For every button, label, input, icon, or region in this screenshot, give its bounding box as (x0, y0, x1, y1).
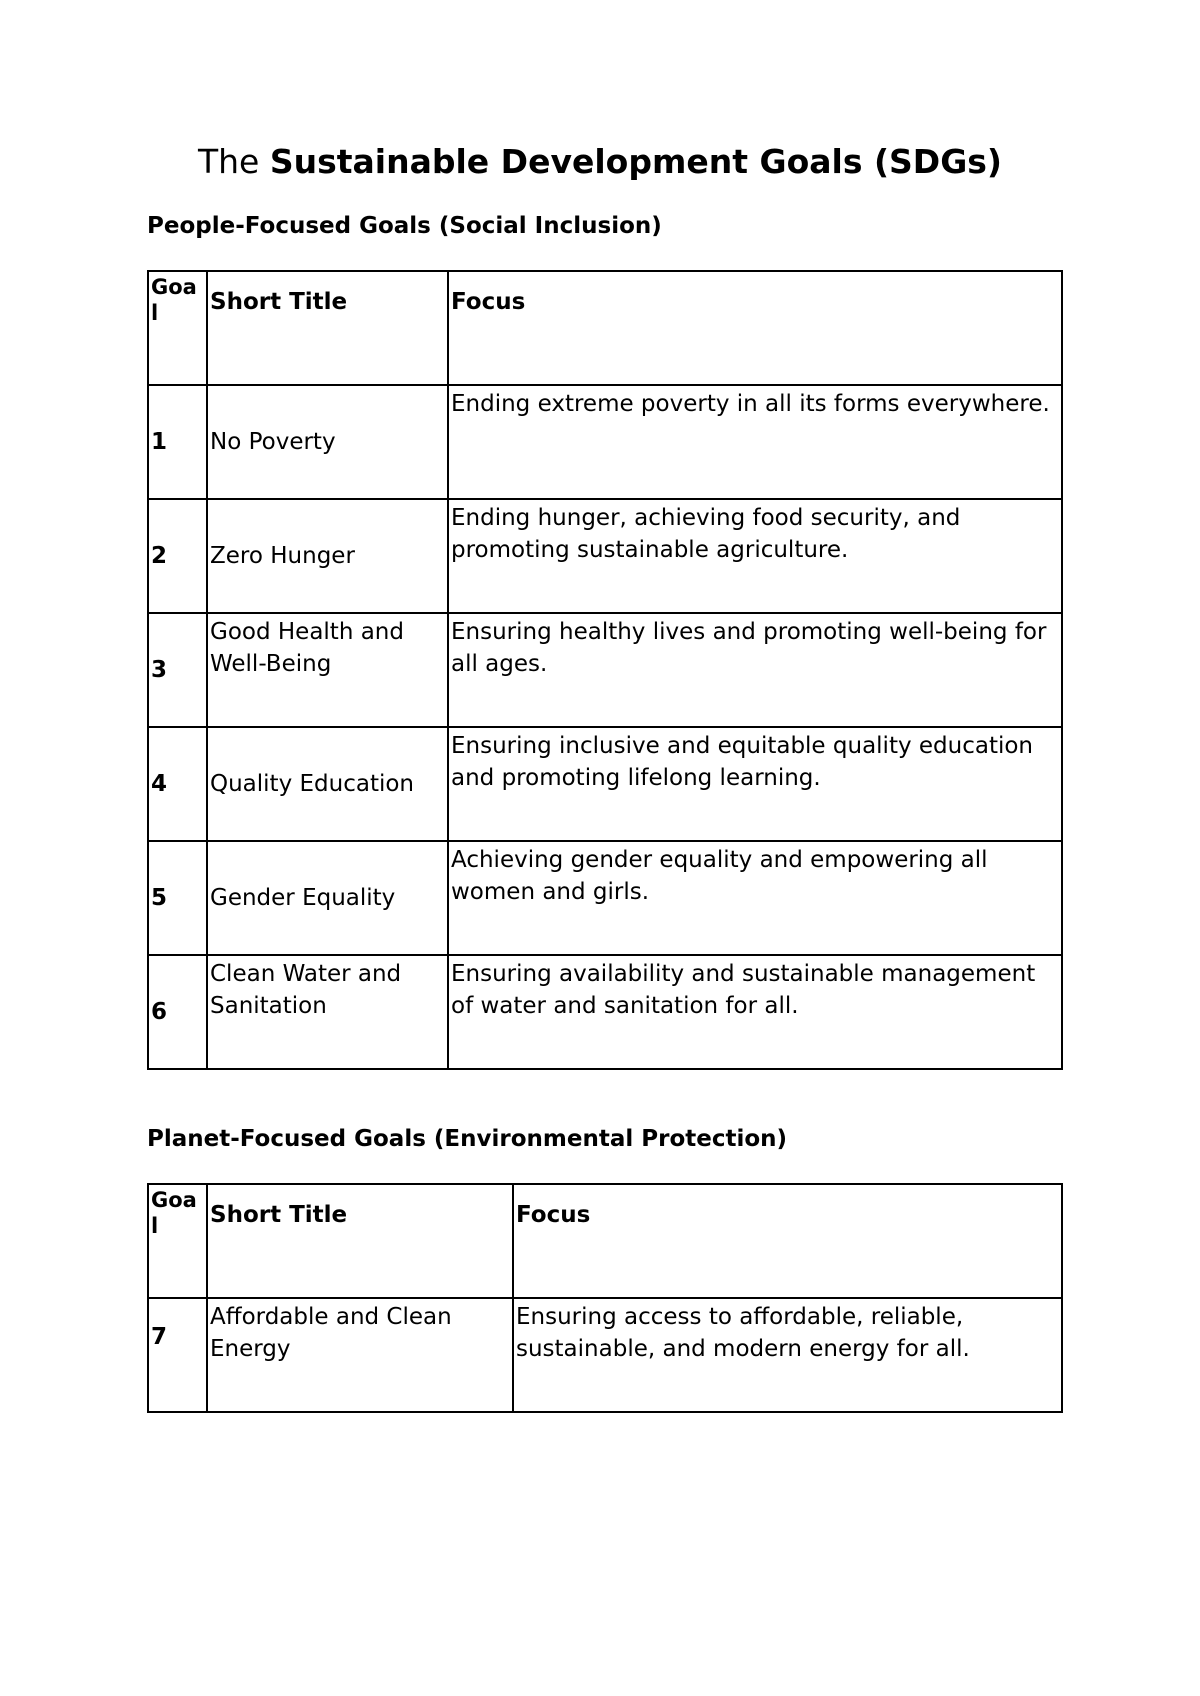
column-header-focus: Focus (513, 1184, 1062, 1298)
table-row (148, 385, 1062, 499)
goal-short-title: Zero Hunger (207, 499, 448, 613)
goal-number: 6 (148, 955, 207, 1069)
goal-number: 4 (148, 727, 207, 841)
people-goals-table (147, 270, 1063, 1070)
section-heading-people: People-Focused Goals (Social Inclusion) (147, 213, 662, 239)
column-header-focus: Focus (448, 271, 1062, 385)
title-main: Sustainable Development Goals (SDGs) (269, 142, 1002, 181)
table-header-row (148, 1184, 1062, 1298)
goal-short-title: Gender Equality (207, 841, 448, 955)
page-title (0, 140, 1200, 184)
column-header-goal: Goal (148, 271, 207, 385)
goal-focus: Ensuring access to affordable, reliable, sustainable, and modern energy for all. (513, 1298, 1062, 1412)
table-row (148, 727, 1062, 841)
goal-focus: Ending extreme poverty in all its forms everywhere. (448, 385, 1062, 499)
column-header-goal: Goal (148, 1184, 207, 1298)
title-prefix: The (197, 142, 270, 181)
goal-short-title: Good Health and Well-Being (207, 613, 448, 727)
goal-number: 2 (148, 499, 207, 613)
goal-short-title: No Poverty (207, 385, 448, 499)
table-header-row (148, 271, 1062, 385)
goal-number: 5 (148, 841, 207, 955)
planet-goals-table (147, 1183, 1063, 1413)
goal-number: 3 (148, 613, 207, 727)
goal-number: 7 (148, 1298, 207, 1412)
goal-short-title: Clean Water and Sanitation (207, 955, 448, 1069)
column-header-short-title: Short Title (207, 271, 448, 385)
table-row (148, 955, 1062, 1069)
goal-number: 1 (148, 385, 207, 499)
goal-focus: Ending hunger, achieving food security, and promoting sustainable agriculture. (448, 499, 1062, 613)
table-row (148, 613, 1062, 727)
column-header-short-title: Short Title (207, 1184, 513, 1298)
goal-focus: Achieving gender equality and empowering all women and girls. (448, 841, 1062, 955)
goal-focus: Ensuring healthy lives and promoting well-being for all ages. (448, 613, 1062, 727)
table-row (148, 1298, 1062, 1412)
section-heading-planet: Planet-Focused Goals (Environmental Protection) (147, 1126, 788, 1152)
table-row (148, 499, 1062, 613)
goal-short-title: Affordable and Clean Energy (207, 1298, 513, 1412)
goal-focus: Ensuring availability and sustainable management of water and sanitation for all. (448, 955, 1062, 1069)
table-row (148, 841, 1062, 955)
goal-focus: Ensuring inclusive and equitable quality education and promoting lifelong learning. (448, 727, 1062, 841)
goal-short-title: Quality Education (207, 727, 448, 841)
